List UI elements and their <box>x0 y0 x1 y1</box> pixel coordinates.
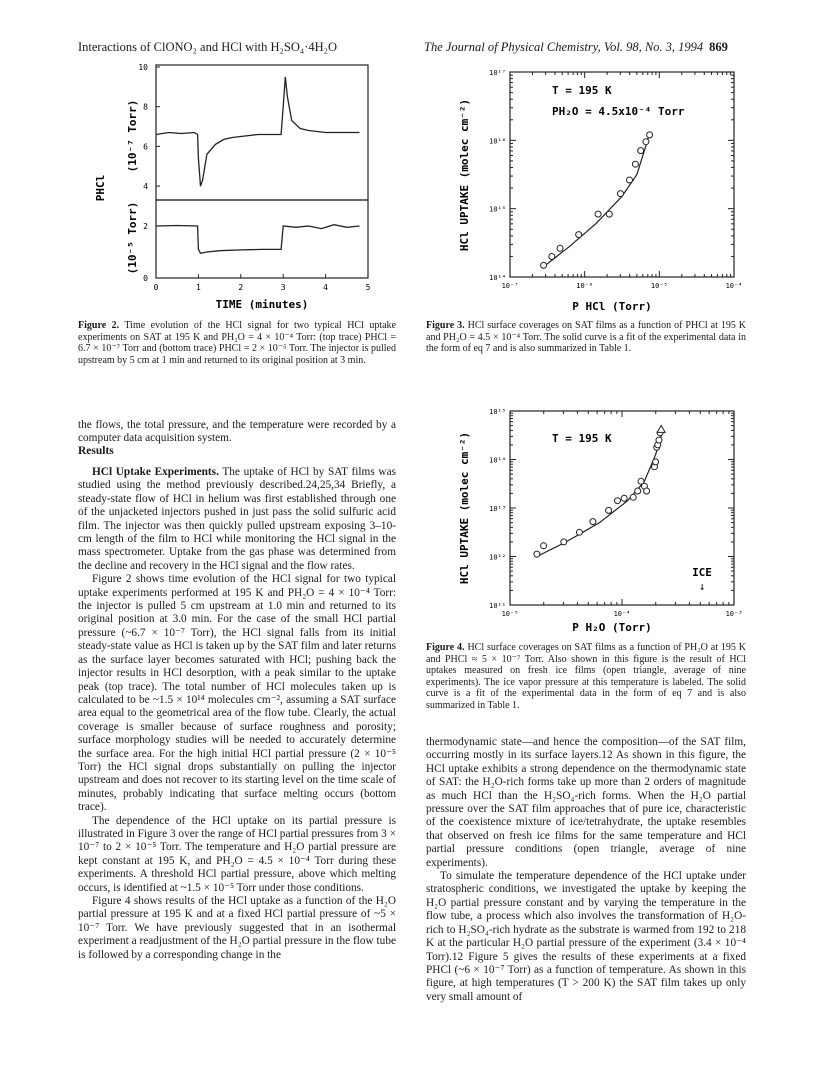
fig2-top-trace <box>156 77 360 186</box>
fig2-bottom-ytick-label: 0 <box>143 274 148 283</box>
fig4-ytick-label: 10¹³ <box>489 505 506 513</box>
figure-2-caption-text: Time evolution of the HCl signal for two typical HCl uptake experiments on SAT at 195 K and PH₂O = 4 × 10⁻⁴ Torr: (top trace) PHCl = 6.7 × 10⁻⁷ Torr and (bottom trace) PHCl = 2 × 10⁻⁵ Torr. The injector is pulled upstream by 5 cm at 1 min and returned to its original position at 3 min. <box>78 320 396 366</box>
figure-3-plot <box>424 58 749 318</box>
fig4-data-point <box>621 495 627 501</box>
fig2-xtick-label: 2 <box>238 283 244 292</box>
fig2-top-ytick-label: 6 <box>143 142 148 152</box>
fig3-xtick-label: 10⁻⁵ <box>650 282 668 290</box>
fig3-data-point <box>632 161 638 167</box>
fig2-bottom-ytick-label: 2 <box>143 222 148 231</box>
fig4-data-point <box>630 494 636 500</box>
running-header-right <box>424 40 728 55</box>
fig4-xtick-label: 10⁻³ <box>725 610 743 618</box>
left-column-body <box>78 466 396 962</box>
figure-4-caption <box>426 642 746 712</box>
fig3-annotation-pressure: PH₂O = 4.5x10⁻⁴ Torr <box>552 105 685 118</box>
fig3-xtick-label: 10⁻⁴ <box>725 282 743 290</box>
figure-4-plot <box>424 404 749 634</box>
fig4-xlabel: P H₂O (Torr) <box>572 621 652 634</box>
fig4-data-point <box>644 488 650 494</box>
fig3-data-point <box>643 139 649 145</box>
figure-3-caption-text: HCl surface coverages on SAT films as a function of PHCl at 195 K and PH₂O = 4.5 × 10⁻⁴ Torr. The solid curve is a fit of the experimental data in the form of eq 7 and is also summarized in Table 1. <box>426 320 747 355</box>
paragraph-thermo: thermodynamic state—and hence the composition—of the SAT film, occurring mostly in its surface layers.12 As shown in this figure, the HCl uptake exhibits a strong dependence on the thermodynamic state of SAT: the H₂O-rich forms take up more than 2 orders of magnitude as much HCl than the H₂SO₄-rich forms. When the H₂O partial pressure over the SAT film approaches that of pure ice, characteristic of the coexistence mixture of ice/tetrahydrate, the uptake resembles that observed on fresh ice films for the same temperature and HCl partial pressure conditions (open triangle, average of nine experiments). <box>426 736 746 869</box>
fig4-ice-label: ICE <box>692 566 712 579</box>
fig3-annotation-temp: T = 195 K <box>552 84 612 97</box>
running-header-left: Interactions of ClONO₂ and HCl with H₂SO₄·4H₂O <box>78 40 338 54</box>
figure-2-plot <box>78 58 398 318</box>
fig3-data-point <box>549 254 555 260</box>
fig4-data-point <box>635 488 641 494</box>
fig4-xtick-label: 10⁻⁴ <box>613 610 631 618</box>
fig3-ytick-label: 10¹⁴ <box>489 274 506 282</box>
section-heading-results: Results <box>78 445 114 457</box>
fig4-data-point <box>576 529 582 535</box>
paragraph-temperature: To simulate the temperature dependence of the HCl uptake under stratospheric conditions, we investigated the uptake by keeping the H₂O partial pressure constant and by varying the temperature in the flow tube, a process which also involves the transformation of H₂O-rich to H₂SO₄-rich hydrate as the substrate is warmed from 192 to 218 K at the particular H₂O partial pressure of the experiment (3.4 × 10⁻⁴ Torr).12 Figure 5 gives the results of these experiments at a fixed PHCl (~6 × 10⁻⁷ Torr) as a function of temperature. As shown in this figure, at high temperatures (T > 200 K) the SAT film takes up only very small amount of <box>426 870 746 1003</box>
fig2-xtick-label: 3 <box>280 283 286 292</box>
paragraph-intro: the flows, the total pressure, and the temperature were recorded by a computer data acquisition system. <box>78 419 396 445</box>
right-column-body <box>426 736 746 1004</box>
fig4-data-point <box>653 459 659 465</box>
fig3-data-point <box>595 211 601 217</box>
fig4-data-point <box>656 437 662 443</box>
fig3-data-point <box>541 262 547 268</box>
paragraph-figure2: Figure 2 shows time evolution of the HCl signal for two typical uptake experiments performed at 195 K and PH₂O = 4 × 10⁻⁴ Torr: the injector is pulled 5 cm upstream at 1.0 min and returned to its original position at 3.0 min. For the case of the small HCl partial pressure (~6.7 × 10⁻⁷ Torr), the HCl signal falls from its initial steady-state value as HCl is taken up by the SAT film and later returns as the surface layer becomes saturated with HCl; pushing back the injector results in HCl desorption, with a peak similar to the uptake peak (top trace). The total number of HCl molecules taken up is calculated to be ~1.5 × 10¹⁴ molecules cm⁻², assuming a SAT surface area equal to the geometrical area of the flow tube. Clearly, the actual coverage is smaller because of surface roughness and porosity; surface morphology studies will be needed to accurately determine the surface area. For the high initial HCl partial pressure (2 × 10⁻⁵ Torr) the HCl signal drops substantially on pulling the injector upstream and does not recover to its starting level on the time scale of minutes, probably indicating that surface melting occurs (bottom trace). <box>78 573 396 814</box>
figure-4-label: Figure 4. <box>426 642 465 653</box>
fig3-xtick-label: 10⁻⁶ <box>576 282 594 290</box>
figure-4-caption-text: HCl surface coverages on SAT films as a function of PH₂O at 195 K and PHCl ≈ 5 × 10⁻⁷ Torr. Also shown in this figure is the result of HCl uptakes measured on fresh ice films (open triangle, average of nine experiments). The ice vapor pressure at this temperature is labeled. The solid curve is a fit of the experimental data in the form of eq 7 and is also summarized in Table 1. <box>426 642 747 711</box>
left-column-intro <box>78 419 396 446</box>
fig4-data-point <box>534 551 540 557</box>
fig2-bottom-trace <box>156 225 360 254</box>
fig2-bottom-panel <box>143 200 368 283</box>
fig2-xtick-label: 5 <box>365 283 371 292</box>
fig4-ytick-label: 10¹⁴ <box>489 456 506 465</box>
fig4-data-point <box>606 507 612 513</box>
fig2-top-ytick-label: 4 <box>143 182 148 192</box>
fig4-data-point <box>541 543 547 549</box>
fig3-data-point <box>576 232 582 238</box>
fig3-xtick-label: 10⁻⁷ <box>501 282 519 290</box>
fig3-data-point <box>557 245 563 251</box>
fig2-xtick-label: 0 <box>153 283 159 292</box>
fig3-data-point <box>606 211 612 217</box>
fig4-ylabel: HCl UPTAKE (molec cm⁻²) <box>458 431 471 585</box>
paragraph-figure4: Figure 4 shows results of the HCl uptake as a function of the H₂O partial pressure at 195 K and at a fixed HCl partial pressure of ~5 × 10⁻⁷ Torr. We have previously suggested that in an isothermal experiment a readjustment of the H₂O partial pressure in the flow tube is followed by a corresponding change in the <box>78 895 396 961</box>
fig3-ytick-label: 10¹⁷ <box>489 69 506 77</box>
fig2-top-panel <box>138 63 368 200</box>
figure-3-caption <box>426 320 746 355</box>
fig3-ytick-label: 10¹⁶ <box>489 137 506 146</box>
fig4-fit-curve <box>537 433 662 557</box>
paragraph-figure3: The dependence of the HCl uptake on its partial pressure is illustrated in Figure 3 over the range of HCl partial pressures from 3 × 10⁻⁷ to 2 × 10⁻⁵ Torr. The temperature and H₂O partial pressure are kept constant at 195 K, and PH₂O = 4.5 × 10⁻⁴ Torr during these experiments. A threshold HCl partial pressure, above which melting occurs, is identified at ~1.5 × 10⁻⁵ Torr under those conditions. <box>78 814 396 894</box>
fig2-top-unit: (10⁻⁷ Torr) <box>126 99 139 173</box>
fig2-top-ytick-label: 8 <box>143 102 148 112</box>
fig4-data-point <box>615 498 621 504</box>
fig4-ytick-label: 10¹⁵ <box>489 408 506 416</box>
fig3-xlabel: P HCl (Torr) <box>572 300 652 313</box>
fig4-data-point <box>561 539 567 545</box>
figure-2-caption <box>78 320 396 366</box>
paragraph-hcl-uptake-text: The uptake of HCl by SAT films was studied using the method previously described.24,25,34 Briefly, a steady-state flow of HCl in helium was first established through one of the unjacketed injectors pushed in just pass the solid sulfuric acid film. The injector was then quickly pulled upstream exposing 3–10-cm length of the film to HCl while monitoring the HCl signal in the mass spectrometer. Uptake from the gas phase was determined from the decline and recovery in the HCl signal and the flow rates. <box>78 466 396 572</box>
fig4-ytick-label: 10¹² <box>489 553 506 562</box>
fig2-xtick-label: 4 <box>323 283 329 292</box>
fig3-data-point <box>638 148 644 154</box>
fig2-xtick-label: 1 <box>195 283 201 292</box>
fig3-data-point <box>627 177 633 183</box>
fig4-ice-point <box>657 425 665 432</box>
fig4-ice-arrow: ↓ <box>698 580 706 593</box>
figure-2-label: Figure 2. <box>78 320 120 331</box>
fig2-top-ytick-label: 10 <box>138 63 148 72</box>
fig4-ytick-label: 10¹¹ <box>489 602 506 610</box>
figure-3-label: Figure 3. <box>426 320 465 331</box>
journal-citation: The Journal of Physical Chemistry, Vol. 98, No. 3, 1994 <box>424 40 704 54</box>
fig4-data-point <box>590 519 596 525</box>
fig3-ytick-label: 10¹⁵ <box>489 205 506 214</box>
run-in-heading: HCl Uptake Experiments. <box>92 466 219 478</box>
fig4-annotation-temp: T = 195 K <box>552 432 612 445</box>
fig2-bottom-unit: (10⁻⁵ Torr) <box>126 201 139 275</box>
fig4-xtick-label: 10⁻⁵ <box>501 610 519 618</box>
fig3-data-point <box>618 191 624 197</box>
fig3-ylabel: HCl UPTAKE (molec cm⁻²) <box>458 98 471 252</box>
paragraph-hcl-uptake <box>78 466 396 573</box>
page-number: 869 <box>709 40 728 54</box>
fig2-xlabel: TIME (minutes) <box>215 298 309 311</box>
fig3-data-point <box>647 132 653 138</box>
fig2-ylabel: PHCl <box>94 174 107 202</box>
